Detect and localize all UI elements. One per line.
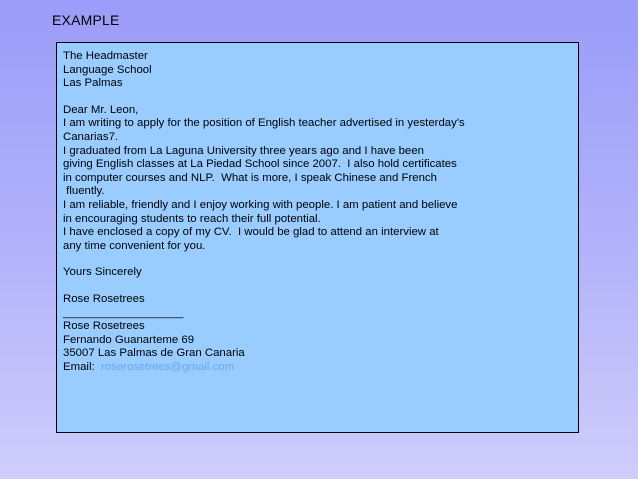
signature-line: ___________________	[63, 306, 184, 319]
body-line: any time convenient for you.	[63, 239, 206, 252]
recipient-line: Language School	[63, 63, 152, 76]
body-line: I am writing to apply for the position of English teacher advertised in yesterday's	[63, 117, 465, 130]
email-label: Email:	[63, 360, 95, 373]
body-line: in computer courses and NLP. What is more, I speak Chinese and French	[63, 171, 437, 184]
closing: Yours Sincerely	[63, 266, 142, 279]
body-line: I graduated from La Laguna University three years ago and I have been	[63, 144, 424, 157]
recipient-address	[63, 50, 578, 91]
body-line: I have enclosed a copy of my CV. I would be glad to attend an interview at	[63, 226, 439, 239]
slide-title: EXAMPLE	[52, 12, 120, 28]
body-line: I am reliable, friendly and I enjoy working with people. I am patient and believe	[63, 198, 458, 211]
sender-city: 35007 Las Palmas de Gran Canaria	[63, 347, 245, 360]
recipient-line: The Headmaster	[63, 50, 148, 62]
body-line: giving English classes at La Piedad School since 2007. I also hold certificates	[63, 158, 457, 171]
signature-block	[63, 293, 578, 375]
email-link[interactable]: roserosetrees@gmail.com	[101, 360, 235, 373]
signature-name: Rose Rosetrees	[63, 292, 145, 305]
recipient-line: Las Palmas	[63, 77, 123, 90]
body-line: in encouraging students to reach their full potential.	[63, 212, 321, 225]
body-line: fluently.	[63, 185, 105, 198]
sender-email-row	[63, 361, 578, 375]
sender-name: Rose Rosetrees	[63, 320, 145, 333]
sender-street: Fernando Guanarteme 69	[63, 333, 195, 346]
letter-body	[63, 104, 578, 254]
salutation: Dear Mr. Leon,	[63, 103, 139, 116]
body-line: Canarias7.	[63, 130, 119, 143]
cover-letter	[56, 42, 579, 433]
